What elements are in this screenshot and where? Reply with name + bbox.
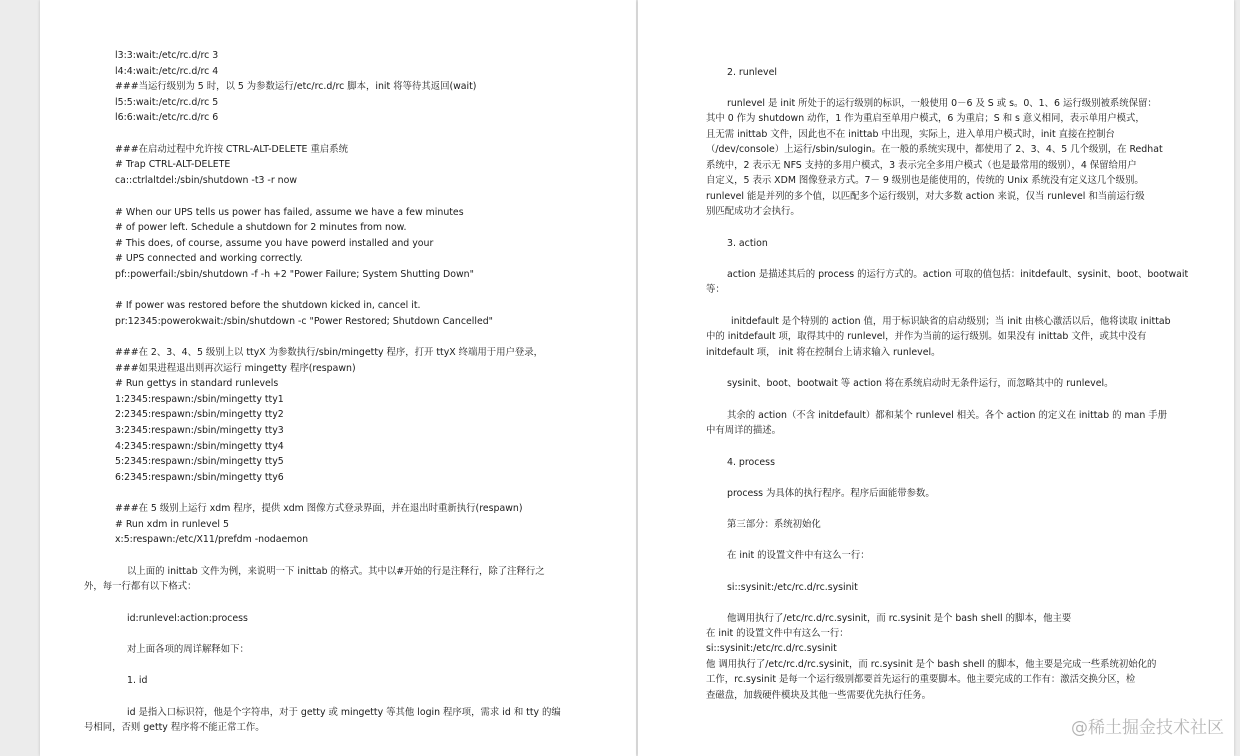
text-line: # of power left. Schedule a shutdown for 2 minutes from now. [115,222,407,233]
text-line: （/dev/console）上运行/sbin/sulogin。在一般的系统实现中，都使用了 2、3、4、5 几个级别，在 Redhat [706,144,1163,155]
watermark: @稀土掘金技术社区 [1071,718,1224,738]
text-line: process 为具体的执行程序。程序后面能带参数。 [727,488,935,499]
text-line: 号相同，否则 getty 程序将不能正常工作。 [84,722,265,733]
text-line: runlevel 能是并列的多个值，以匹配多个运行级别，对大多数 action 来说，仅当 runlevel 和当前运行级 [706,191,1145,202]
text-line: # Run xdm in runlevel 5 [115,519,229,530]
text-line: si::sysinit:/etc/rc.d/rc.sysinit [727,582,858,593]
text-line: l4:4:wait:/etc/rc.d/rc 4 [115,66,219,77]
text-line: l6:6:wait:/etc/rc.d/rc 6 [115,112,219,123]
text-line: id 是指入口标识符，他是个字符串，对于 getty 或 mingetty 等其他 login 程序项，需求 id 和 tty 的编 [127,707,561,718]
text-line: ###在启动过程中允许按 CTRL-ALT-DELETE 重启系统 [115,144,348,155]
text-line: 系统中，2 表示无 NFS 支持的多用户模式，3 表示完全多用户模式（也是最常用的级别），4 保留给用户 [706,160,1137,171]
text-line: 在 init 的设置文件中有这么一行： [706,628,849,639]
text-line: 等： [706,284,725,295]
text-line: 以上面的 inittab 文件为例，来说明一下 inittab 的格式。其中以#开始的行是注释行，除了注释行之 [127,566,545,577]
text-line: 对上面各项的周详解释如下： [127,644,249,655]
text-line: l5:5:wait:/etc/rc.d/rc 5 [115,97,219,108]
text-line: 且无需 inittab 文件，因此也不在 inittab 中出现，实际上，进入单用户模式时，init 直接在控制台 [706,129,1115,140]
text-line: si::sysinit:/etc/rc.d/rc.sysinit [706,643,837,654]
text-line: # Trap CTRL-ALT-DELETE [115,159,231,170]
text-line: pr:12345:powerokwait:/sbin/shutdown -c "Power Restored; Shutdown Cancelled" [115,316,493,327]
text-line: action 是描述其后的 process 的运行方式的。action 可取的值包括：initdefault、sysinit、boot、bootwait [727,269,1189,280]
text-line: runlevel 是 init 所处于的运行级别的标识，一般使用 0－6 及 S 或 s。0、1、6 运行级别被系统保留： [727,98,1157,109]
text-line: 中的 initdefault 项，取得其中的 runlevel，并作为当前的运行级别。如果没有 inittab 文件，或其中没有 [706,331,1147,342]
text-line: 其中 0 作为 shutdown 动作，1 作为重启至单用户模式，6 为重启；S 和 s 意义相同，表示单用户模式， [706,113,1145,124]
text-line: # Run gettys in standard runlevels [115,378,279,389]
text-line: x:5:respawn:/etc/X11/prefdm -nodaemon [115,534,309,545]
text-line: sysinit、boot、bootwait 等 action 将在系统启动时无条件运行，而忽略其中的 runlevel。 [727,378,1114,389]
text-line: 其余的 action（不含 initdefault）都和某个 runlevel 相关。各个 action 的定义在 inittab 的 man 手册 [727,410,1168,421]
text-line: 1. id [127,675,148,686]
text-line: ###在 2、3、4、5 级别上以 ttyX 为参数执行/sbin/mingetty 程序，打开 ttyX 终端用于用户登录， [115,347,544,358]
text-line: 外，每一行都有以下格式： [84,581,197,592]
text-line: 2. runlevel [727,67,777,78]
text-line: ###当运行级别为 5 时，以 5 为参数运行/etc/rc.d/rc 脚本，init 将等待其返回(wait) [115,81,477,92]
text-line: 5:2345:respawn:/sbin/mingetty tty5 [115,456,284,467]
text-line: initdefault 项， init 将在控制台上请求输入 runlevel。 [706,347,941,358]
text-line: # This does, of course, assume you have powerd installed and your [115,238,434,249]
text-line: 4. process [727,457,775,468]
text-line: ###如果进程退出则再次运行 mingetty 程序(respawn) [115,363,356,374]
text-line: 查磁盘，加载硬件模块及其他一些需要优先执行任务。 [706,690,932,701]
text-line: l3:3:wait:/etc/rc.d/rc 3 [115,50,219,61]
document-page-left [40,0,636,756]
text-line: 中有周详的描述。 [706,425,782,436]
text-line: 1:2345:respawn:/sbin/mingetty tty1 [115,394,284,405]
text-line: pf::powerfail:/sbin/shutdown -f -h +2 "Power Failure; System Shutting Down" [115,269,474,280]
text-line: 2:2345:respawn:/sbin/mingetty tty2 [115,409,284,420]
text-line: 4:2345:respawn:/sbin/mingetty tty4 [115,441,284,452]
text-line: 3:2345:respawn:/sbin/mingetty tty3 [115,425,284,436]
text-line: ###在 5 级别上运行 xdm 程序，提供 xdm 图像方式登录界面，并在退出时重新执行(respawn) [115,503,523,514]
text-line: 第三部分：系统初始化 [727,519,821,530]
text-line: 6:2345:respawn:/sbin/mingetty tty6 [115,472,284,483]
text-line: # If power was restored before the shutdown kicked in, cancel it. [115,300,421,311]
document-page-right [638,0,1234,756]
text-line: id:runlevel:action:process [127,613,248,624]
text-line: 工作，rc.sysinit 是每一个运行级别都要首先运行的重要脚本。他主要完成的工作有：激活交换分区，检 [706,674,1136,685]
text-line: 他 调用执行了/etc/rc.d/rc.sysinit，而 rc.sysinit 是个 bash shell 的脚本，他主要是完成一些系统初始化的 [706,659,1157,670]
text-line: 别匹配成功才会执行。 [706,206,800,217]
text-line: 3. action [727,238,768,249]
text-line: # UPS connected and working correctly. [115,253,303,264]
text-line: ca::ctrlaltdel:/sbin/shutdown -t3 -r now [115,175,297,186]
text-line: initdefault 是个特别的 action 值，用于标识缺省的启动级别；当 init 由核心激活以后，他将读取 inittab [731,316,1171,327]
text-line: # When our UPS tells us power has failed, assume we have a few minutes [115,207,464,218]
text-line: 在 init 的设置文件中有这么一行： [727,550,870,561]
text-line: 他调用执行了/etc/rc.d/rc.sysinit，而 rc.sysinit 是个 bash shell 的脚本，他主要 [727,613,1072,624]
text-line: 自定义，5 表示 XDM 图像登录方式。7－ 9 级别也是能使用的，传统的 Unix 系统没有定义这几个级别。 [706,175,1144,186]
